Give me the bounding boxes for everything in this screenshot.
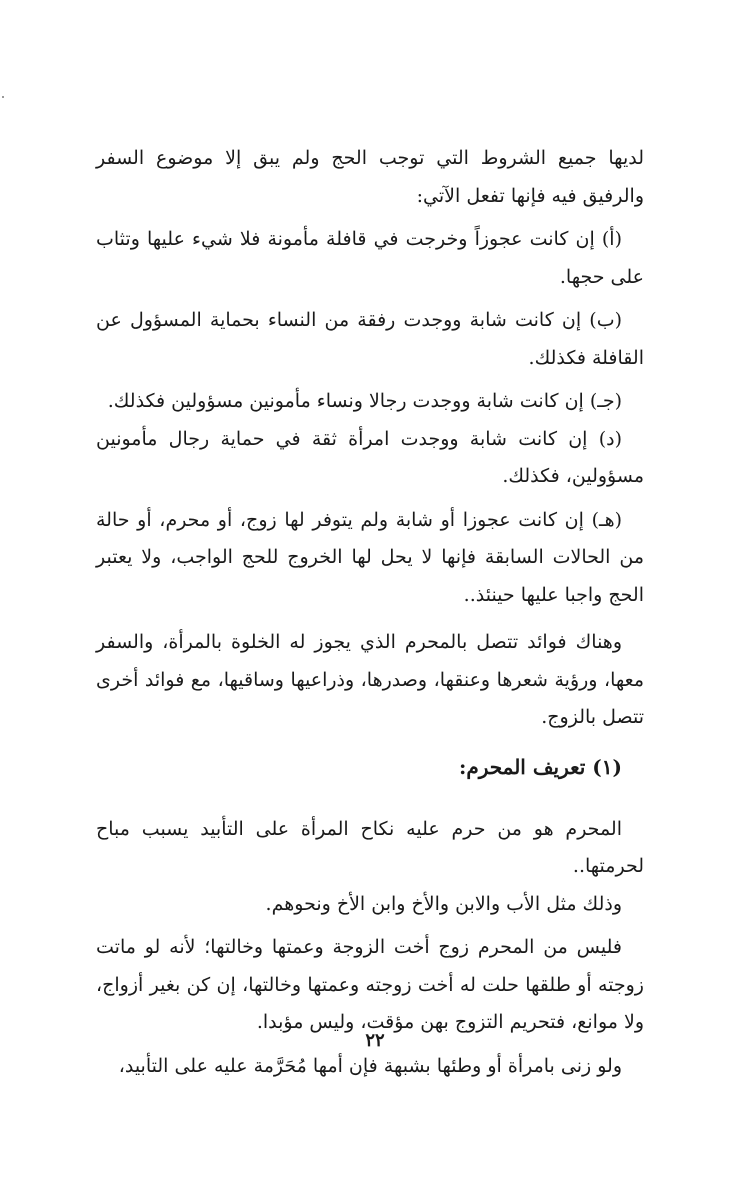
paragraph-case-d: (د) إن كانت شابة ووجدت امرأة ثقة في حماية رجال مأمونين مسؤولين، فكذلك. (96, 427, 644, 487)
paragraph-intro: لديها جميع الشروط التي توجب الحج ولم يبق إلا موضوع السفر والرفيق فيه فإنها تفعل الآتي: (96, 147, 644, 207)
page-body (96, 140, 644, 1085)
section-heading: (١) تعريف المحرم: (458, 754, 622, 779)
paragraph-case-b: (ب) إن كانت شابة ووجدت رفقة من النساء بحماية المسؤول عن القافلة فكذلك. (96, 309, 644, 369)
paragraph-case-a: (أ) إن كانت عجوزاً وخرجت في قافلة مأمونة فلا شيء عليها وتثاب على حجها. (96, 228, 644, 288)
paragraph-case-e: (هـ) إن كانت عجوزا أو شابة ولم يتوفر لها زوج، أو محرم، أو حالة من الحالات السابقة فإنها لا يحل لها الخروج للحج الواجب، ولا يعتبر الحج واجبا عليها حينئذ.. (96, 508, 644, 606)
scan-edge-mark (2, 96, 4, 98)
paragraph-exclusions: فليس من المحرم زوج أخت الزوجة وعمتها وخالتها؛ لأنه لو ماتت زوجته أو طلقها حلت له أخت زوجته وعمتها وخالتها، إن كن بغير أزواج، ولا موانع، فتحريم التزوج بهن مؤقت، وليس مؤبدا. (96, 936, 644, 1033)
paragraph-examples: وذلك مثل الأب والابن والأخ وابن الأخ ونحوهم. (265, 892, 622, 915)
paragraph-case-c: (جـ) إن كانت شابة ووجدت رجالا ونساء مأمونين مسؤولين فكذلك. (107, 390, 622, 412)
paragraph-zina: ولو زنى بامرأة أو وطئها بشبهة فإن أمها مُحَرَّمة عليه على التأبيد، (118, 1054, 622, 1077)
paragraph-benefits: وهناك فوائد تتصل بالمحرم الذي يجوز له الخلوة بالمرأة، والسفر معها، ورؤية شعرها وعنقها، وصدرها، وذراعيها وساقيها، مع فوائد أخرى تتصل بالزوج. (96, 631, 644, 728)
page-number: ٢٢ (365, 1030, 385, 1051)
paragraph-definition: المحرم هو من حرم عليه نكاح المرأة على التأبيد يسبب مباح لحرمتها.. (96, 817, 644, 877)
